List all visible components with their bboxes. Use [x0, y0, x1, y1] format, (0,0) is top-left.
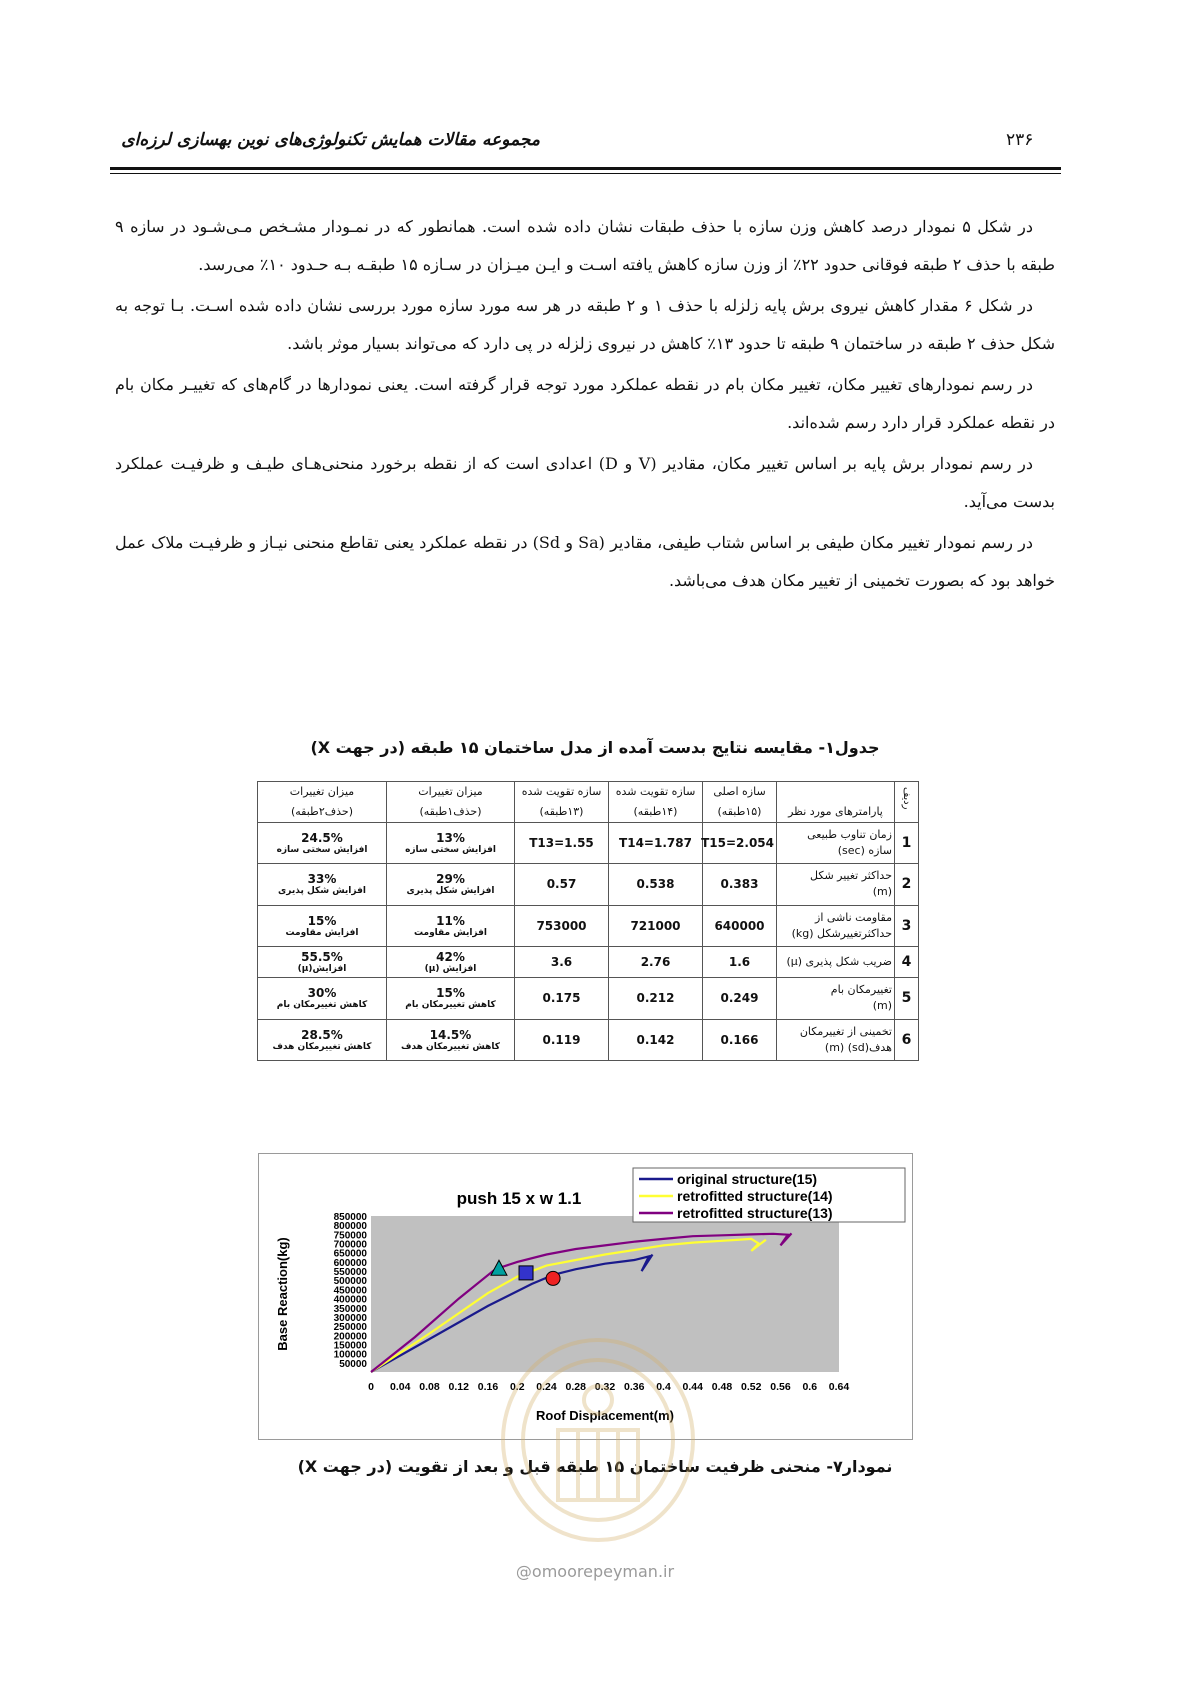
change-cell: 28.5% کاهش تغییرمکان هدف — [258, 1019, 387, 1060]
header-cell: سازه اصلی (۱۵طبقه) — [703, 782, 777, 823]
x-tick-label: 0.24 — [536, 1381, 557, 1393]
x-tick-label: 0.04 — [390, 1381, 411, 1393]
value-cell: T14=1.787 — [609, 823, 703, 864]
x-tick-label: 0.48 — [711, 1381, 733, 1393]
change-cell: 30% کاهش تغییرمکان بام — [258, 978, 387, 1019]
table-row — [258, 1019, 919, 1060]
value-cell: 3.6 — [515, 946, 609, 977]
header-cell: پارامترهای مورد نظر — [777, 782, 895, 823]
value-cell: 0.212 — [609, 978, 703, 1019]
x-tick-label: 0.28 — [565, 1381, 586, 1393]
y-tick-label: 450000 — [333, 1285, 367, 1297]
x-tick-label: 0.56 — [770, 1381, 791, 1393]
x-tick-label: 0 — [368, 1381, 374, 1393]
results-table — [257, 781, 919, 1061]
watermark-text: @omoorepeyman.ir — [515, 1562, 675, 1581]
y-tick-label: 550000 — [333, 1267, 367, 1279]
y-tick-label: 100000 — [333, 1349, 367, 1361]
y-tick-label: 150000 — [333, 1340, 367, 1352]
param-cell: زمان تناوب طبیعی سازه (sec) — [777, 823, 895, 864]
body-text — [115, 208, 1055, 603]
table-row — [258, 905, 919, 946]
square-marker — [519, 1266, 533, 1280]
row-number: 6 — [895, 1019, 919, 1060]
y-tick-label: 600000 — [333, 1257, 367, 1269]
x-tick-label: 0.6 — [802, 1381, 818, 1393]
table-row — [258, 864, 919, 905]
change-cell: 14.5% کاهش تغییرمکان هدف — [387, 1019, 515, 1060]
header-cell: میزان تغییرات (حذف۱طبقه) — [387, 782, 515, 823]
value-cell: 0.175 — [515, 978, 609, 1019]
y-tick-label: 200000 — [333, 1331, 367, 1343]
chart-caption: نمودار۷- منحنی ظرفیت ساختمان ۱۵ طبقه قبل و بعد از تقویت (در جهت X) — [297, 1457, 893, 1476]
x-axis-label: Roof Displacement(m) — [536, 1408, 674, 1423]
x-tick-label: 0.4 — [656, 1381, 671, 1393]
legend-label: retrofitted structure(14) — [677, 1188, 833, 1204]
table-header-row — [258, 782, 919, 823]
y-tick-label: 250000 — [333, 1322, 367, 1334]
circle-marker — [546, 1271, 560, 1285]
y-tick-label: 700000 — [333, 1239, 367, 1251]
value-cell: 1.6 — [703, 946, 777, 977]
legend-label: original structure(15) — [677, 1171, 818, 1187]
change-cell: 13% افزایش سختی سازه — [387, 823, 515, 864]
change-cell: 55.5% افزایش(μ) — [258, 946, 387, 977]
y-tick-label: 750000 — [333, 1230, 367, 1242]
y-tick-label: 400000 — [333, 1294, 367, 1306]
legend-label: retrofitted structure(13) — [677, 1205, 833, 1221]
header-cell: ردیف — [895, 782, 919, 823]
y-tick-label: 50000 — [339, 1358, 367, 1370]
header-cell: سازه تقویت شده (۱۳طبقه) — [515, 782, 609, 823]
value-cell: 0.166 — [703, 1019, 777, 1060]
row-number: 3 — [895, 905, 919, 946]
value-cell: 0.119 — [515, 1019, 609, 1060]
y-tick-label: 500000 — [333, 1276, 367, 1288]
value-cell: 0.142 — [609, 1019, 703, 1060]
running-header-title: مجموعه مقالات همایش تکنولوژی‌های نوین بهسازی لرزه‌ای — [121, 130, 540, 150]
change-cell: 15% کاهش تغییرمکان بام — [387, 978, 515, 1019]
header-cell: میزان تغییرات (حذف۲طبقه) — [258, 782, 387, 823]
x-tick-label: 0.08 — [419, 1381, 440, 1393]
value-cell: 0.57 — [515, 864, 609, 905]
param-cell: ضریب شکل پذیری (μ) — [777, 946, 895, 977]
row-number: 5 — [895, 978, 919, 1019]
value-cell: T15=2.054 — [703, 823, 777, 864]
row-number: 4 — [895, 946, 919, 977]
y-tick-label: 300000 — [333, 1312, 367, 1324]
change-cell: 15% افزایش مقاومت — [258, 905, 387, 946]
y-tick-label: 650000 — [333, 1248, 367, 1260]
change-cell: 29% افزایش شکل پذیری — [387, 864, 515, 905]
param-cell: تغییرمکان بام (m) — [777, 978, 895, 1019]
row-number: 2 — [895, 864, 919, 905]
value-cell: 0.249 — [703, 978, 777, 1019]
header-rule-thin — [110, 173, 1061, 174]
paragraph: در رسم نمودار برش پایه بر اساس تغییر مکان، مقادیر (V و D) اعدادی است که از نقطه برخورد منحنی‌هـای طیـف و ظرفیـت عملکرد بدست می‌آید. — [115, 454, 1055, 511]
table-row — [258, 946, 919, 977]
paragraph: در شکل ۵ نمودار درصد کاهش وزن سازه با حذف طبقات نشان داده شده است. همانطور که در نمـودار مشـخص مـی‌شـود در سازه ۹ طبقه با حذف ۲ طبقه فوقانی حدود ۲۲٪ از وزن سازه کاهش یافته اسـت و ایـن میـزان در سـازه ۱۵ طبقـه بـه حـدود ۱۰٪ می‌رسد. — [115, 217, 1055, 274]
param-cell: تخمینی از تغییرمکان هدف(sd) (m) — [777, 1019, 895, 1060]
header-cell: سازه تقویت شده (۱۴طبقه) — [609, 782, 703, 823]
value-cell: 2.76 — [609, 946, 703, 977]
paragraph: در شکل ۶ مقدار کاهش نیروی برش پایه زلزله با حذف ۱ و ۲ طبقه در هر سه مورد سازه مورد بررسی نشان داده شده اسـت. بـا توجه به شکل حذف ۲ طبقه در ساختمان ۹ طبقه تا حدود ۱۳٪ کاهش در نیروی زلزله در پی دارد که می‌تواند بسیار موثر باشد. — [115, 296, 1055, 353]
x-tick-label: 0.52 — [741, 1381, 762, 1393]
param-cell: مقاومت ناشی از حداکثرتغییرشکل (kg) — [777, 905, 895, 946]
table-row — [258, 823, 919, 864]
paragraph: در رسم نمودارهای تغییر مکان، تغییر مکان بام در نقطه عملکرد مورد توجه قرار گرفته است. یعنی نمودارها در گام‌های که تغییـر مکان بام در نقطه عملکرد قرار دارد رسم شده‌اند. — [115, 375, 1055, 432]
change-cell: 11% افزایش مقاومت — [387, 905, 515, 946]
value-cell: 0.538 — [609, 864, 703, 905]
x-tick-label: 0.2 — [509, 1381, 525, 1393]
value-cell: 0.383 — [703, 864, 777, 905]
y-axis-label: Base Reaction(kg) — [275, 1237, 290, 1351]
change-cell: 24.5% افزایش سختی سازه — [258, 823, 387, 864]
y-tick-label: 850000 — [333, 1212, 367, 1223]
paragraph: در رسم نمودار تغییر مکان طیفی بر اساس شتاب طیفی، مقادیر (Sa و Sd) در نقطه عملکرد یعنی تقاطع منحنی نیـاز و ظرفیـت ملاک عمل خواهد بود که بصورت تخمینی از تغییر مکان هدف می‌باشد. — [115, 533, 1055, 590]
x-tick-label: 0.36 — [624, 1381, 645, 1393]
y-tick-label: 350000 — [333, 1303, 367, 1315]
watermark-seal-icon — [488, 1330, 708, 1580]
x-tick-label: 0.16 — [477, 1381, 499, 1393]
table-caption: جدول۱- مقایسه نتایج بدست آمده از مدل ساختمان ۱۵ طبقه (در جهت X) — [310, 738, 880, 757]
row-number: 1 — [895, 823, 919, 864]
x-tick-label: 0.64 — [828, 1381, 850, 1393]
header-rule — [110, 167, 1061, 170]
x-tick-label: 0.44 — [682, 1381, 703, 1393]
page-number: ۲۳۶ — [1006, 130, 1034, 150]
x-tick-label: 0.12 — [448, 1381, 469, 1393]
value-cell: 753000 — [515, 905, 609, 946]
value-cell: 721000 — [609, 905, 703, 946]
chart-title: push 15 x w 1.1 — [456, 1189, 582, 1208]
param-cell: حداکثر تغییر شکل (m) — [777, 864, 895, 905]
change-cell: 42% افزایش (μ) — [387, 946, 515, 977]
x-tick-label: 0.32 — [594, 1381, 616, 1393]
value-cell: 640000 — [703, 905, 777, 946]
table-row — [258, 978, 919, 1019]
y-tick-label: 800000 — [333, 1221, 367, 1233]
value-cell: T13=1.55 — [515, 823, 609, 864]
change-cell: 33% افزایش شکل پذیری — [258, 864, 387, 905]
